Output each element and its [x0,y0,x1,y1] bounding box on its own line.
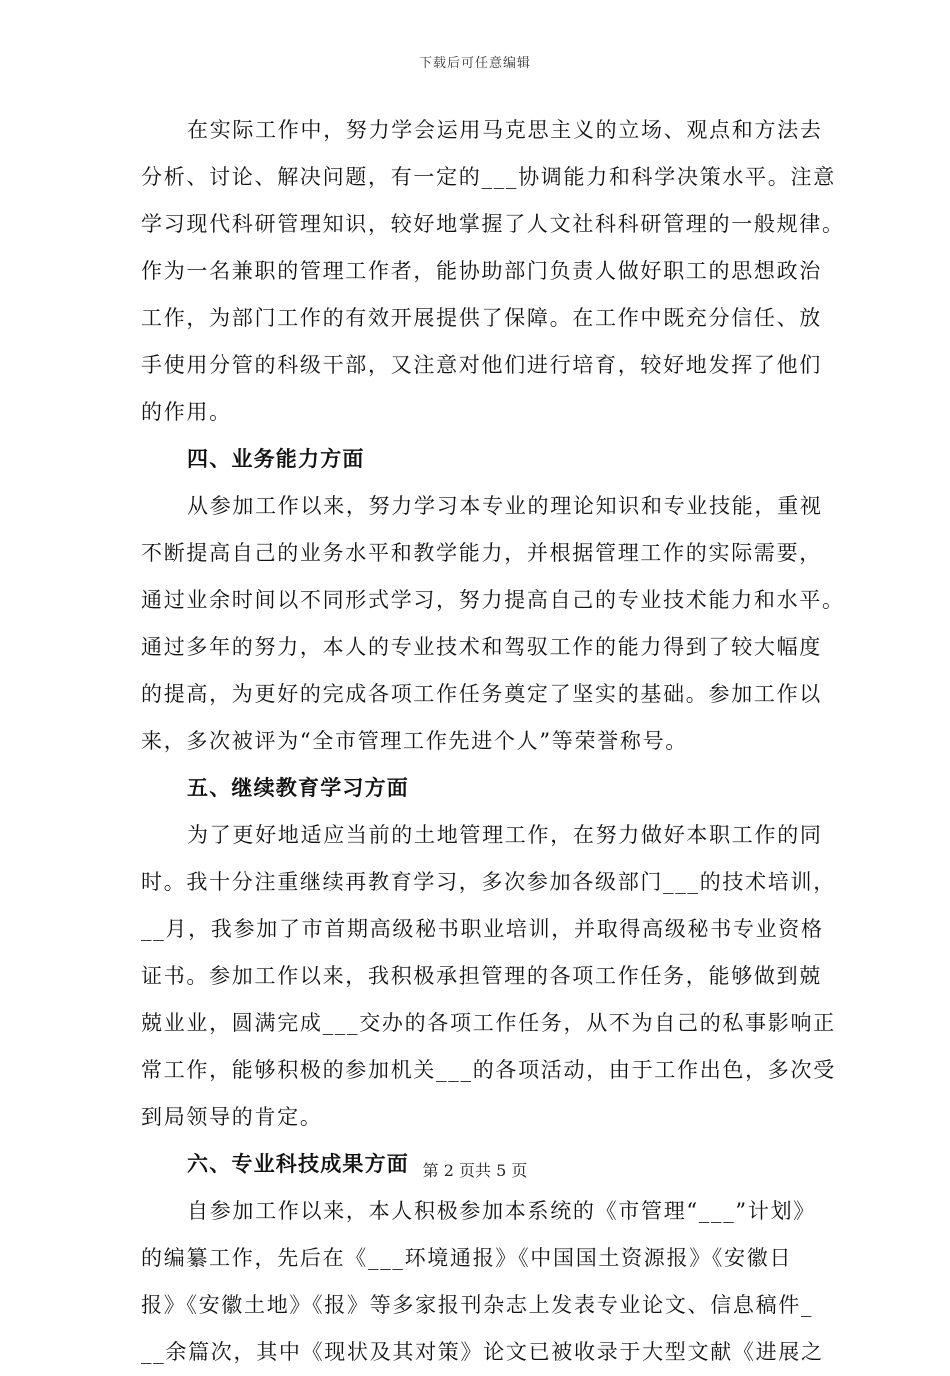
paragraph-line: 的提高，为更好的完成各项工作任务奠定了坚实的基础。参加工作以 [141,682,822,706]
paragraph-line: 手使用分管的科级干部，又注意对他们进行培育，较好地发挥了他们 [141,353,822,377]
paragraph-line: 在实际工作中，努力学会运用马克思主义的立场、观点和方法去 [187,118,823,142]
paragraph-line: 自参加工作以来，本人积极参加本系统的《市管理“___”计划》 [187,1199,816,1223]
paragraph-line: 从参加工作以来，努力学习本专业的理论知识和专业技能，重视 [187,494,823,518]
page-number-footer: 第 2 页共 5 页 [422,1161,528,1180]
section-heading: 四、业务能力方面 [187,447,365,471]
paragraph-line: 通过业余时间以不同形式学习，努力提高自己的专业技术能力和水平。 [141,588,845,612]
paragraph-line: 的编纂工作，先后在《___环境通报》《中国国土资源报》《安徽日 [141,1246,793,1270]
paragraph-line: 兢业业，圆满完成___交办的各项工作任务，从不为自己的私事影响正 [141,1011,836,1035]
paragraph-line: 为了更好地适应当前的土地管理工作，在努力做好本职工作的同 [187,823,823,847]
section-heading: 五、继续教育学习方面 [187,776,409,800]
paragraph-line: 报》《安徽土地》《报》等多家报刊杂志上发表专业论文、信息稿件_ [141,1293,814,1317]
paragraph-line: 通过多年的努力，本人的专业技术和驾驭工作的能力得到了较大幅度 [141,635,822,659]
paragraph-line: 作为一名兼职的管理工作者，能协助部门负责人做好职工的思想政治 [141,259,822,283]
paragraph-line: 常工作，能够积极的参加机关___的各项活动，由于工作出色，多次受 [141,1058,836,1082]
section-heading: 六、专业科技成果方面 [187,1152,409,1176]
page-header: 下载后可任意编辑 [418,56,531,71]
paragraph-line: 学习现代科研管理知识，较好地掌握了人文社科科研管理的一般规律。 [141,212,845,236]
paragraph-line: __余篇次，其中《现状及其对策》论文已被收录于大型文献《进展之 [141,1340,824,1364]
paragraph-line: __月，我参加了市首期高级秘书职业培训，并取得高级秘书专业资格 [141,917,824,941]
paragraph-line: 到局领导的肯定。 [141,1105,323,1129]
paragraph-line: 时。我十分注重继续再教育学习，多次参加各级部门___的技术培训， [141,870,836,894]
paragraph-line: 的作用。 [141,400,232,424]
paragraph-line: 不断提高自己的业务水平和教学能力，并根据管理工作的实际需要， [141,541,822,565]
document-body [141,107,845,1376]
paragraph-line: 分析、讨论、解决问题，有一定的___协调能力和科学决策水平。注意 [141,165,836,189]
paragraph-line: 证书。参加工作以来，我积极承担管理的各项工作任务，能够做到兢 [141,964,822,988]
paragraph-line: 来，多次被评为“全市管理工作先进个人”等荣誉称号。 [141,729,688,753]
paragraph-line: 工作，为部门工作的有效开展提供了保障。在工作中既充分信任、放 [141,306,822,330]
